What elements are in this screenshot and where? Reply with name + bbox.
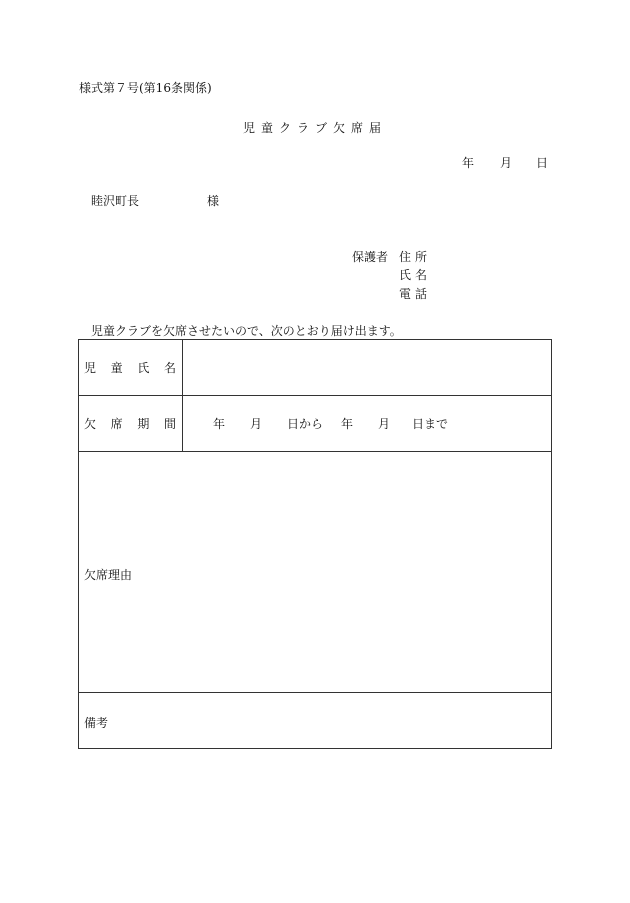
period-start-year: 年: [213, 417, 226, 431]
remarks-row: [79, 693, 552, 749]
absence-form-table: [78, 339, 552, 749]
period-end-month: 月: [378, 417, 391, 431]
date-line: [462, 157, 548, 169]
date-month: 月: [500, 156, 513, 170]
remarks-field[interactable]: [79, 693, 552, 749]
guardian-label: 保護者: [352, 250, 389, 264]
absence-reason-label: 欠席理由: [84, 567, 133, 582]
document-title: 児童クラブ欠席届: [242, 121, 387, 135]
child-name-label-char: 童: [110, 361, 123, 375]
guardian-address-label: 住所: [399, 250, 432, 264]
period-start-month: 月: [250, 417, 263, 431]
date-year: 年: [462, 156, 475, 170]
absence-period-field[interactable]: [183, 396, 552, 452]
absence-period-text: [183, 415, 551, 432]
guardian-name-label: 氏名: [399, 268, 432, 282]
addressee-name: 睦沢町長: [91, 194, 140, 208]
intro-text: 児童クラブを欠席させたいので、次のとおり届け出ます。: [91, 324, 402, 338]
period-end-day: 日まで: [412, 417, 449, 431]
remarks-label: 備考: [84, 716, 109, 730]
period-start-day: 日から: [287, 417, 324, 431]
absence-period-label-cell: [79, 396, 183, 452]
absence-period-label: [79, 415, 182, 432]
child-name-label-char: 児: [84, 361, 97, 375]
child-name-row: [79, 340, 552, 396]
form-number: 様式第７号(第16条関係): [79, 81, 212, 95]
absence-reason-field[interactable]: [79, 452, 552, 693]
child-name-label-cell: [79, 340, 183, 396]
absence-period-label-char: 間: [163, 417, 176, 431]
absence-period-label-char: 期: [137, 417, 150, 431]
child-name-label-char: 氏: [137, 361, 150, 375]
date-day: 日: [536, 156, 549, 170]
addressee-honorific: 様: [207, 194, 220, 208]
absence-period-label-char: 欠: [84, 417, 97, 431]
child-name-label: [79, 359, 182, 376]
child-name-label-char: 名: [163, 361, 176, 375]
absence-reason-row: [79, 452, 552, 693]
absence-period-row: [79, 396, 552, 452]
child-name-field[interactable]: [183, 340, 552, 396]
period-end-year: 年: [341, 417, 354, 431]
guardian-phone-label: 電話: [399, 287, 432, 301]
absence-period-label-char: 席: [110, 417, 123, 431]
